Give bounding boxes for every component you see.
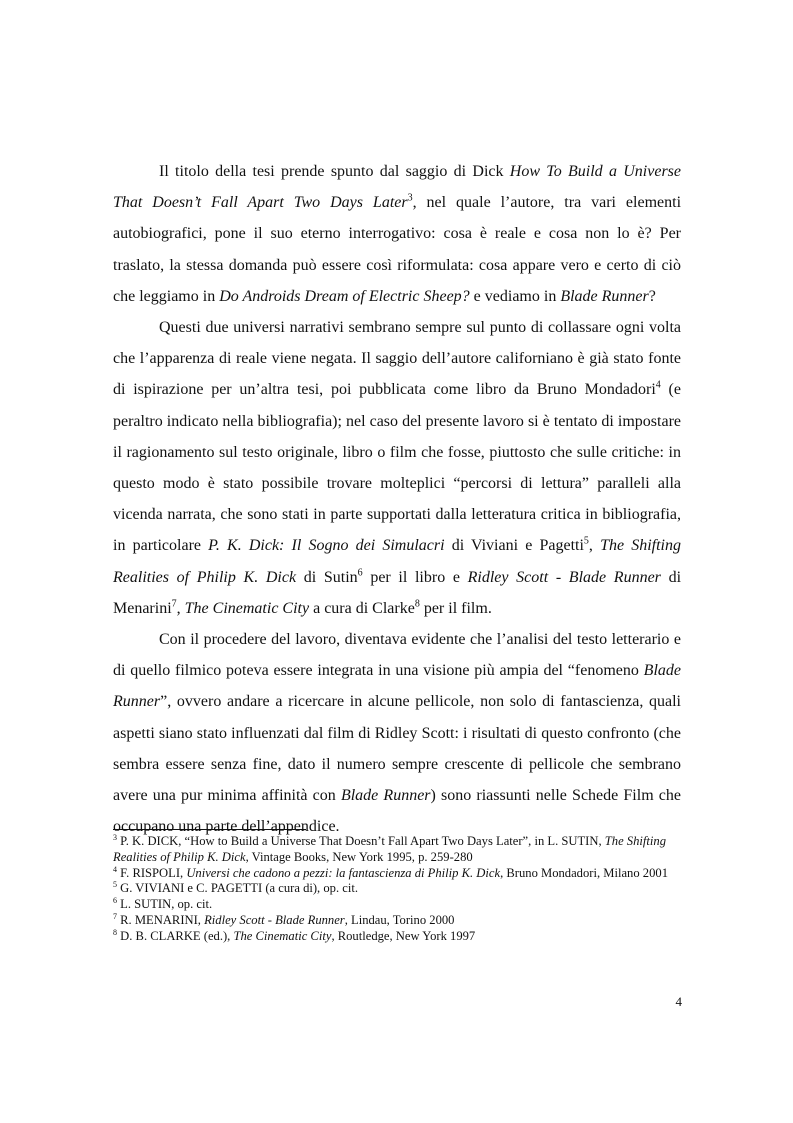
paragraph-2 [113, 312, 681, 624]
book-title: Universi che cadono a pezzi: la fantascienza di Philip K. Dick [186, 865, 501, 880]
book-title: P. K. Dick: Il Sogno dei Simulacri [208, 537, 445, 555]
footnote-ref: 3 [407, 192, 413, 204]
text-run: per il libro e [362, 568, 468, 586]
text-run: a cura di Clarke [309, 599, 415, 617]
text-run: R. MENARINI, [117, 912, 205, 927]
film-title: Blade Runner [340, 787, 431, 805]
footnote-number: 5 [113, 880, 117, 890]
book-title: The Shifting Realities of Philip K. Dick [113, 834, 666, 864]
text-run: , [176, 599, 185, 617]
text-run: ) sono riassunti nelle Schede Film che occupano una parte dell’appendice. [113, 787, 682, 836]
text-run: P. K. DICK, “How to Build a Universe That Doesn’t Fall Apart Two Days Later”, in L. SUTIN, [117, 834, 605, 848]
paragraph-3 [113, 624, 681, 842]
footnote-ref: 4 [655, 380, 661, 392]
text-run: L. SUTIN, op. cit. [117, 897, 213, 912]
footnote-ref: 5 [583, 536, 589, 548]
footnote-6 [113, 897, 681, 913]
footnote-7 [113, 913, 681, 929]
book-title: The Shifting Realities of Philip K. Dick [113, 537, 681, 586]
text-run: G. VIVIANI e C. PAGETTI (a cura di), op. cit. [117, 881, 358, 896]
book-title: Ridley Scott - Blade Runner [467, 568, 661, 586]
text-run: e vediamo in [469, 287, 561, 305]
text-run: , Bruno Mondadori, Milano 2001 [500, 865, 668, 880]
text-run: , Routledge, New York 1997 [331, 928, 476, 943]
footnote-ref: 6 [357, 567, 363, 579]
text-run: ”, ovvero andare a ricercare in alcune pellicole, non solo di fantascienza, quali aspetti siano stato influenzati dal film di Ridley Scott: i risultati di questo confronto (che sembra essere senza fine, dato il numero sempre crescente di pellicole che sembrano avere una pur minima affinità con [113, 693, 681, 805]
text-run: Questi due universi narrativi sembrano sempre sul punto di collassare ogni volta che l’apparenza di reale viene negata. Il saggio dell’autore californiano è già stato fonte di ispirazione per un’altra tesi, poi pubblicata come libro da Bruno Mondadori [113, 319, 681, 399]
text-run: per il film. [419, 599, 492, 617]
body-text [113, 156, 681, 842]
footnote-number: 6 [113, 896, 117, 905]
footnote-4 [113, 866, 681, 882]
text-run: , [588, 537, 601, 555]
footnote-8 [113, 929, 681, 945]
text-run: D. B. CLARKE (ed.), [117, 928, 234, 943]
book-title: The Cinematic City [233, 928, 332, 943]
book-title: How To Build a Universe That Doesn’t Fall Apart Two Days Later [113, 163, 682, 212]
text-run: (e peraltro indicato nella bibliografia); nel caso del presente lavoro si è tentato di impostare il ragionamento sul testo originale, libro o film che fosse, piuttosto che sulle critiche: in questo modo è stato possibile trovare molteplici “percorsi di lettura” paralleli alla vicenda narrata, che sono stati in parte supportati dalla letteratura critica in bibliografia, in particolare [113, 381, 681, 555]
text-run: , nel quale l’autore, tra vari elementi autobiografici, pone il suo eterno interrogativo: cosa è reale e cosa non lo è? Per traslato, la stessa domanda può essere così riformulata: cosa appare vero e certo di ciò che leggiamo in [113, 194, 682, 305]
footnote-3 [113, 834, 681, 866]
text-run: di Menarini [113, 568, 682, 617]
book-title: Ridley Scott - Blade Runner [204, 912, 345, 927]
footnotes [113, 834, 681, 945]
text-run: , Lindau, Torino 2000 [344, 912, 455, 927]
footnote-number: 3 [113, 832, 117, 842]
footnote-separator [113, 829, 306, 830]
paragraph-1 [113, 156, 681, 312]
film-title: Blade Runner [560, 287, 649, 305]
book-title: Do Androids Dream of Electric Sheep? [219, 287, 470, 305]
footnote-5 [113, 881, 681, 897]
footnote-number: 4 [113, 864, 117, 874]
text-run: di Viviani e Pagetti [444, 537, 584, 555]
text-run: Con il procedere del lavoro, diventava evidente che l’analisi del testo letterario e di quello filmico poteva essere integrata in una visione più ampia del “fenomeno [113, 631, 681, 680]
footnote-ref: 8 [414, 598, 420, 610]
text-run: Il titolo della tesi prende spunto dal saggio di Dick [159, 163, 510, 180]
text-run: ? [648, 287, 656, 305]
page-number: 4 [675, 994, 682, 1009]
book-title: The Cinematic City [184, 599, 310, 617]
film-title: Blade Runner [113, 662, 681, 711]
footnote-ref: 7 [171, 598, 177, 610]
footnote-number: 7 [113, 911, 117, 921]
footnote-number: 8 [113, 927, 117, 937]
text-run: F. RISPOLI, [117, 865, 187, 880]
text-run: , Vintage Books, New York 1995, p. 259-280 [245, 849, 473, 864]
text-run: di Sutin [296, 568, 358, 586]
